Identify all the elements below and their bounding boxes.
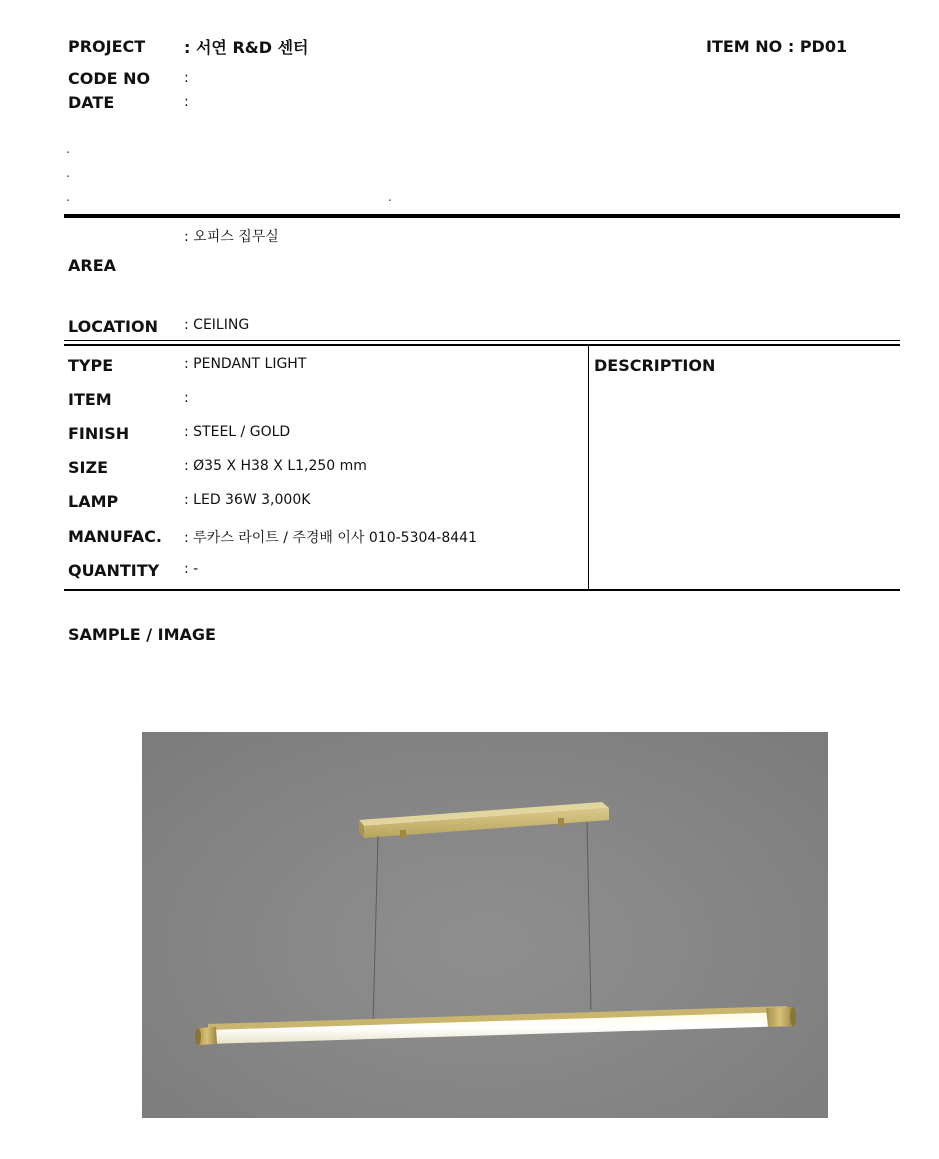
project-value: : 서연 R&D 센터 [184,38,309,57]
location-value: : CEILING [184,317,250,333]
sample-image-label: SAMPLE / IMAGE [68,625,216,644]
code-value: : [184,70,189,86]
double-divider-bottom [64,344,900,346]
code-label: CODE NO [68,69,151,88]
spec-label-type: TYPE [68,356,114,375]
description-label: DESCRIPTION [594,356,716,375]
placeholder-dot: . [66,190,70,204]
location-label: LOCATION [68,317,158,336]
date-label: DATE [68,93,115,112]
spec-label-lamp: LAMP [68,492,119,511]
spec-label-quantity: QUANTITY [68,561,160,580]
pendant-light-icon [142,732,828,1118]
table-bottom-divider [64,589,900,591]
double-divider-top [64,340,900,341]
spec-value-lamp: : LED 36W 3,000K [184,492,311,508]
project-label: PROJECT [68,37,146,56]
placeholder-dot: . [66,166,70,180]
placeholder-dot: . [388,190,392,204]
spec-value-size: : Ø35 X H38 X L1,250 mm [184,458,367,474]
date-value: : [184,94,189,110]
item-no: ITEM NO : PD01 [706,37,848,56]
area-value: : 오피스 집무실 [184,229,279,245]
thick-divider [64,214,900,218]
spec-value-finish: : STEEL / GOLD [184,424,291,440]
spec-value-type: : PENDANT LIGHT [184,356,307,372]
column-divider [588,346,589,590]
area-label: AREA [68,256,117,275]
spec-label-item: ITEM [68,390,112,409]
spec-value-manufacturer: : 루카스 라이트 / 주경배 이사 010-5304-8441 [184,530,477,546]
placeholder-dot: . [66,142,70,156]
spec-value-quantity: : - [184,561,199,577]
pendant-light-photo [142,732,828,1118]
spec-label-size: SIZE [68,458,109,477]
spec-value-item: : [184,390,189,406]
spec-label-finish: FINISH [68,424,130,443]
spec-label-manufacturer: MANUFAC. [68,527,162,546]
